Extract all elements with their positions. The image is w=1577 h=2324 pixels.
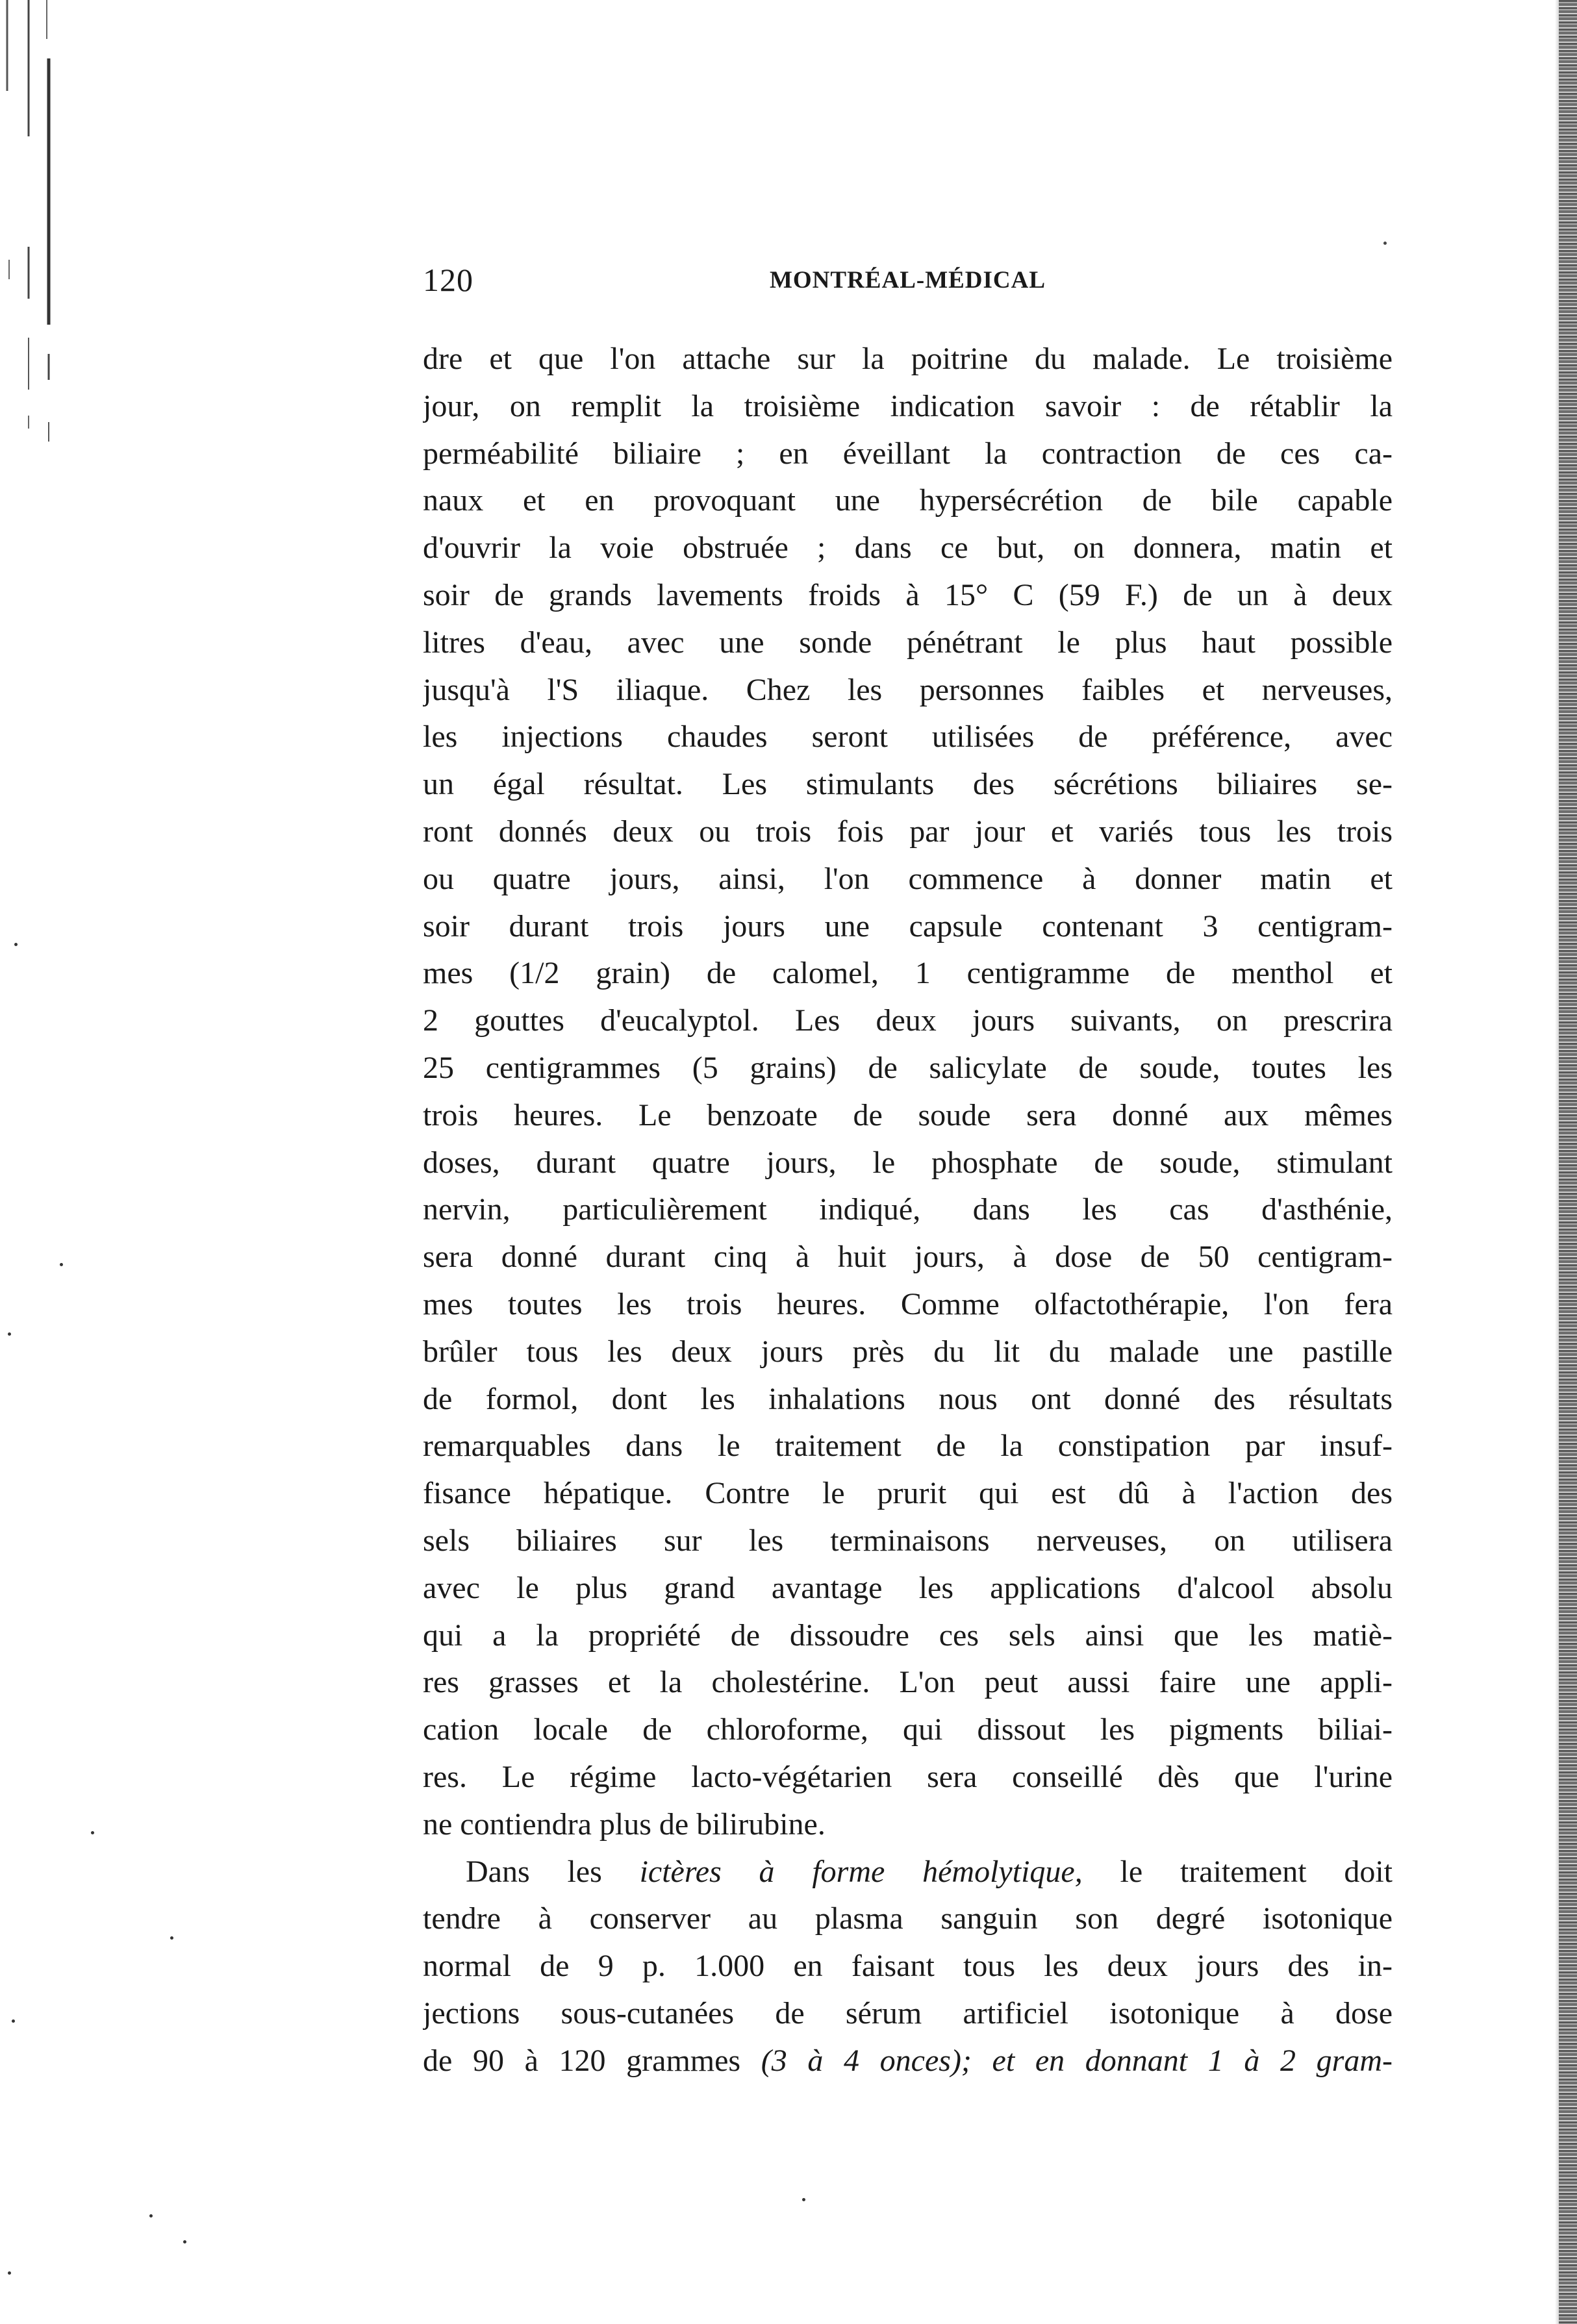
text-line: sels biliaires sur les terminaisons nerveuses, on utilisera [423, 1523, 1393, 1558]
text-line: naux et en provoquant une hypersécrétion de bile capable [423, 483, 1393, 518]
text-line: nervin, particulièrement indiqué, dans les cas d'asthénie, [423, 1192, 1393, 1227]
right-binding-edge [1559, 0, 1577, 2324]
text-line: remarquables dans le traitement de la constipation par insuf- [423, 1429, 1393, 1464]
text-line: jour, on remplit la troisième indication savoir : de rétablir la [423, 388, 1393, 423]
text-line: 2 gouttes d'eucalyptol. Les deux jours suivants, on prescrira [423, 1003, 1393, 1038]
text-line-paragraph-end: ne contiendra plus de bilirubine. [423, 1806, 826, 1842]
left-margin-scan-marks [0, 0, 71, 2324]
page-number: 120 [423, 262, 473, 298]
text-line: un égal résultat. Les stimulants des sécrétions biliaires se- [423, 767, 1393, 802]
text-run: de 90 à 120 grammes [423, 2043, 761, 2078]
text-run: Dans les [466, 1854, 640, 1889]
text-line: tendre à conserver au plasma sanguin son degré isotonique [423, 1901, 1393, 1936]
text-line: qui a la propriété de dissoudre ces sels ainsi que les matiè- [423, 1618, 1393, 1653]
journal-title: MONTRÉAL-MÉDICAL [769, 267, 1046, 294]
italic-run: (3 à 4 onces); et en donnant 1 à 2 gram- [761, 2043, 1393, 2078]
text-line: perméabilité biliaire ; en éveillant la contraction de ces ca- [423, 436, 1393, 471]
text-line: mes toutes les trois heures. Comme olfactothérapie, l'on fera [423, 1286, 1393, 1321]
text-line: brûler tous les deux jours près du lit du malade une pastille [423, 1334, 1393, 1369]
text-line: avec le plus grand avantage les applications d'alcool absolu [423, 1570, 1393, 1605]
text-line: d'ouvrir la voie obstruée ; dans ce but, on donnera, matin et [423, 531, 1393, 566]
text-line: de formol, dont les inhalations nous ont donné des résultats [423, 1381, 1393, 1416]
text-line: jections sous-cutanées de sérum artificiel isotonique à dose [423, 1995, 1393, 2030]
text-line: trois heures. Le benzoate de soude sera donné aux mêmes [423, 1097, 1393, 1132]
text-line: doses, durant quatre jours, le phosphate de soude, stimulant [423, 1145, 1393, 1180]
body-text [423, 336, 1393, 2084]
text-line: cation locale de chloroforme, qui dissout les pigments biliai- [423, 1712, 1393, 1747]
text-line: ou quatre jours, ainsi, l'on commence à donner matin et [423, 861, 1393, 896]
text-line: jusqu'à l'S iliaque. Chez les personnes faibles et nerveuses, [423, 672, 1393, 707]
text-line: 25 centigrammes (5 grains) de salicylate de soude, toutes les [423, 1050, 1393, 1085]
text-line: soir durant trois jours une capsule contenant 3 centigram- [423, 908, 1393, 943]
text-line: les injections chaudes seront utilisées de préférence, avec [423, 719, 1393, 755]
text-line: dre et que l'on attache sur la poitrine du malade. Le troisième [423, 342, 1393, 376]
text-line: fisance hépatique. Contre le prurit qui est dû à l'action des [423, 1476, 1393, 1511]
text-line: mes (1/2 grain) de calomel, 1 centigramme de menthol et [423, 956, 1393, 991]
text-line: res. Le régime lacto-végétarien sera conseillé dès que l'urine [423, 1759, 1393, 1794]
text-run: le traitement doit [1082, 1854, 1393, 1889]
text-line: normal de 9 p. 1.000 en faisant tous les deux jours des in- [423, 1949, 1393, 1984]
text-line-last [423, 2038, 1393, 2085]
paragraph-2-first-line [423, 1849, 1393, 1896]
running-head [423, 257, 1393, 303]
text-line: ront donnés deux ou trois fois par jour et variés tous les trois [423, 814, 1393, 849]
text-line: res grasses et la cholestérine. L'on peut aussi faire une appli- [423, 1665, 1393, 1700]
text-line: litres d'eau, avec une sonde pénétrant le plus haut possible [423, 625, 1393, 660]
italic-term: ictères à forme hémolytique, [639, 1854, 1083, 1889]
text-line: soir de grands lavements froids à 15° C (59 F.) de un à deux [423, 577, 1393, 612]
header-speck [1383, 242, 1387, 245]
text-line: sera donné durant cinq à huit jours, à dose de 50 centigram- [423, 1240, 1393, 1275]
